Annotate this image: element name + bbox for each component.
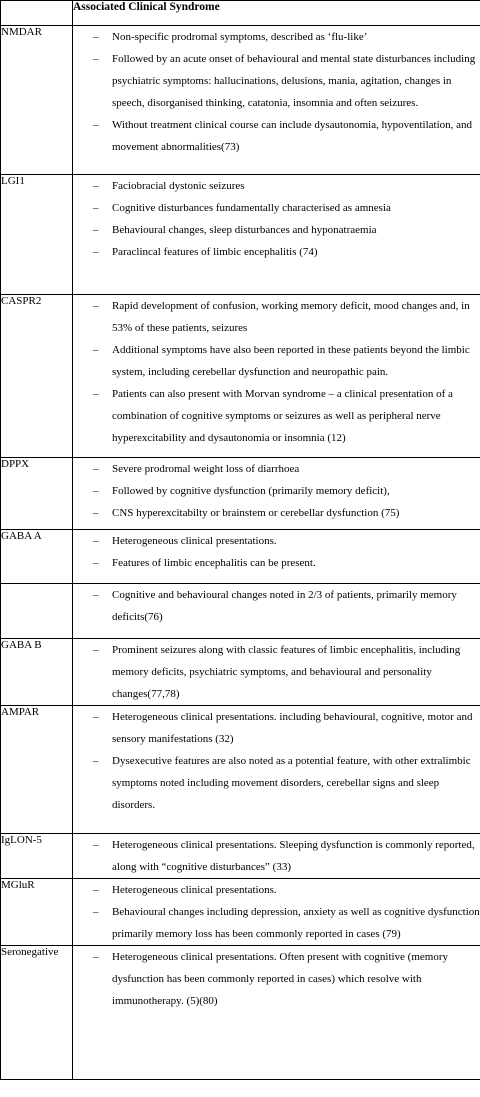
list-item-text: Followed by cognitive dysfunction (primarily memory deficit), — [112, 485, 390, 497]
dash-bullet-icon: – — [93, 119, 99, 131]
syndrome-list — [73, 706, 480, 816]
list-item — [73, 502, 480, 524]
list-item — [73, 219, 480, 241]
list-item — [73, 750, 480, 816]
dash-bullet-icon: – — [93, 180, 99, 192]
syndrome-list — [73, 879, 480, 945]
syndrome-cell — [73, 834, 480, 879]
table-row — [1, 458, 480, 530]
list-item — [73, 458, 480, 480]
antibody-cell: GABA B — [1, 639, 73, 706]
list-item — [73, 175, 480, 197]
table-row — [1, 706, 480, 834]
table-row — [1, 26, 480, 175]
syndrome-list — [73, 458, 480, 524]
list-item-text: Additional symptoms have also been reported in these patients beyond the limbic system, including cerebellar dysfunction and neuropathic pain. — [112, 344, 470, 378]
list-item — [73, 48, 480, 114]
list-item-text: CNS hyperexcitabilty or brainstem or cerebellar dysfunction (75) — [112, 507, 400, 519]
list-item — [73, 946, 480, 1012]
syndrome-cell — [73, 458, 480, 530]
list-item-text: Behavioural changes including depression, anxiety as well as cognitive dysfunction primarily memory loss has been commonly reported in cases (79) — [112, 906, 480, 940]
dash-bullet-icon: – — [93, 535, 99, 547]
syndrome-cell — [73, 706, 480, 834]
table-row — [1, 584, 480, 639]
dash-bullet-icon: – — [93, 884, 99, 896]
dash-bullet-icon: – — [93, 31, 99, 43]
list-item-text: Heterogeneous clinical presentations. Often present with cognitive (memory dysfunction has been commonly reported in cases) which resolve with immunotherapy. (5)(80) — [112, 951, 449, 1007]
dash-bullet-icon: – — [93, 711, 99, 723]
dash-bullet-icon: – — [93, 951, 99, 963]
list-item-text: Without treatment clinical course can include dysautonomia, hypoventilation, and movement abnormalities(73) — [112, 119, 473, 153]
syndrome-list — [73, 26, 480, 158]
list-item — [73, 834, 480, 878]
list-item-text: Rapid development of confusion, working memory deficit, mood changes and, in 53% of these patients, seizures — [112, 300, 470, 334]
list-item — [73, 530, 480, 552]
list-item-text: Prominent seizures along with classic features of limbic encephalitis, including memory deficits, psychiatric symptoms, and behavioural and personality changes(77,78) — [112, 644, 461, 700]
table-header-row — [1, 1, 480, 26]
table-row — [1, 834, 480, 879]
dash-bullet-icon: – — [93, 344, 99, 356]
syndrome-list — [73, 530, 480, 574]
table-body — [1, 26, 480, 1080]
dash-bullet-icon: – — [93, 388, 99, 400]
list-item-text: Heterogeneous clinical presentations. Sleeping dysfunction is commonly reported, along with “cognitive disturbances” (33) — [112, 839, 475, 873]
syndrome-list — [73, 946, 480, 1012]
list-item — [73, 26, 480, 48]
list-item — [73, 339, 480, 383]
list-item — [73, 295, 480, 339]
list-item-text: Dysexecutive features are also noted as a potential feature, with other extralimbic symptoms noted including movement disorders, cerebellar signs and sleep disorders. — [112, 755, 471, 811]
table-row — [1, 639, 480, 706]
syndrome-list — [73, 295, 480, 449]
syndrome-cell — [73, 879, 480, 946]
list-item-text: Heterogeneous clinical presentations. — [112, 884, 277, 896]
syndrome-list — [73, 834, 480, 878]
syndrome-cell — [73, 584, 480, 639]
dash-bullet-icon: – — [93, 839, 99, 851]
table-row — [1, 175, 480, 295]
list-item — [73, 480, 480, 502]
dash-bullet-icon: – — [93, 507, 99, 519]
dash-bullet-icon: – — [93, 589, 99, 601]
list-item — [73, 552, 480, 574]
dash-bullet-icon: – — [93, 202, 99, 214]
list-item-text: Heterogeneous clinical presentations. — [112, 535, 277, 547]
dash-bullet-icon: – — [93, 485, 99, 497]
antibody-cell — [1, 584, 73, 639]
dash-bullet-icon: – — [93, 463, 99, 475]
antibody-cell: IgLON-5 — [1, 834, 73, 879]
antibody-cell: AMPAR — [1, 706, 73, 834]
list-item-text: Non-specific prodromal symptoms, described as ‘flu-like’ — [112, 31, 368, 43]
list-item — [73, 584, 480, 628]
syndrome-cell — [73, 26, 480, 175]
dash-bullet-icon: – — [93, 300, 99, 312]
antibody-cell: NMDAR — [1, 26, 73, 175]
dash-bullet-icon: – — [93, 557, 99, 569]
dash-bullet-icon: – — [93, 906, 99, 918]
dash-bullet-icon: – — [93, 246, 99, 258]
associated-clinical-syndrome-header: Associated Clinical Syndrome — [73, 1, 480, 26]
syndrome-cell — [73, 295, 480, 458]
dash-bullet-icon: – — [93, 53, 99, 65]
antibody-header-cell — [1, 1, 73, 26]
list-item — [73, 241, 480, 263]
dash-bullet-icon: – — [93, 755, 99, 767]
syndrome-cell — [73, 530, 480, 584]
list-item-text: Patients can also present with Morvan syndrome – a clinical presentation of a combination of cognitive symptoms or seizures as well as peripheral nerve hyperexcitability and dysautonomia or insomnia (12) — [112, 388, 453, 444]
antibody-cell: CASPR2 — [1, 295, 73, 458]
syndrome-list — [73, 639, 480, 705]
syndrome-list — [73, 584, 480, 628]
antibody-cell: LGI1 — [1, 175, 73, 295]
list-item — [73, 706, 480, 750]
list-item — [73, 197, 480, 219]
antibody-cell: Seronegative — [1, 946, 73, 1080]
syndrome-list — [73, 175, 480, 263]
list-item — [73, 114, 480, 158]
list-item — [73, 383, 480, 449]
list-item-text: Behavioural changes, sleep disturbances and hyponatraemia — [112, 224, 377, 236]
table-row — [1, 530, 480, 584]
syndrome-cell — [73, 175, 480, 295]
antibody-cell: GABA A — [1, 530, 73, 584]
antibody-cell: DPPX — [1, 458, 73, 530]
list-item — [73, 901, 480, 945]
table-row — [1, 879, 480, 946]
list-item-text: Heterogeneous clinical presentations. including behavioural, cognitive, motor and sensory manifestations (32) — [112, 711, 473, 745]
list-item-text: Cognitive and behavioural changes noted in 2/3 of patients, primarily memory deficits(76) — [112, 589, 457, 623]
syndrome-cell — [73, 946, 480, 1080]
table-row — [1, 295, 480, 458]
list-item — [73, 639, 480, 705]
syndrome-cell — [73, 639, 480, 706]
antibody-cell: MGluR — [1, 879, 73, 946]
list-item-text: Followed by an acute onset of behavioural and mental state disturbances including psychiatric symptoms: hallucinations, delusions, mania, agitation, changes in speech, disorganised thinking, catatonia, insomnia and often seizures. — [112, 53, 476, 109]
list-item-text: Cognitive disturbances fundamentally characterised as amnesia — [112, 202, 391, 214]
dash-bullet-icon: – — [93, 644, 99, 656]
list-item-text: Features of limbic encephalitis can be present. — [112, 557, 316, 569]
list-item-text: Paraclincal features of limbic encephalitis (74) — [112, 246, 318, 258]
dash-bullet-icon: – — [93, 224, 99, 236]
list-item-text: Faciobracial dystonic seizures — [112, 180, 245, 192]
list-item — [73, 879, 480, 901]
table-row — [1, 946, 480, 1080]
list-item-text: Severe prodromal weight loss of diarrhoea — [112, 463, 300, 475]
